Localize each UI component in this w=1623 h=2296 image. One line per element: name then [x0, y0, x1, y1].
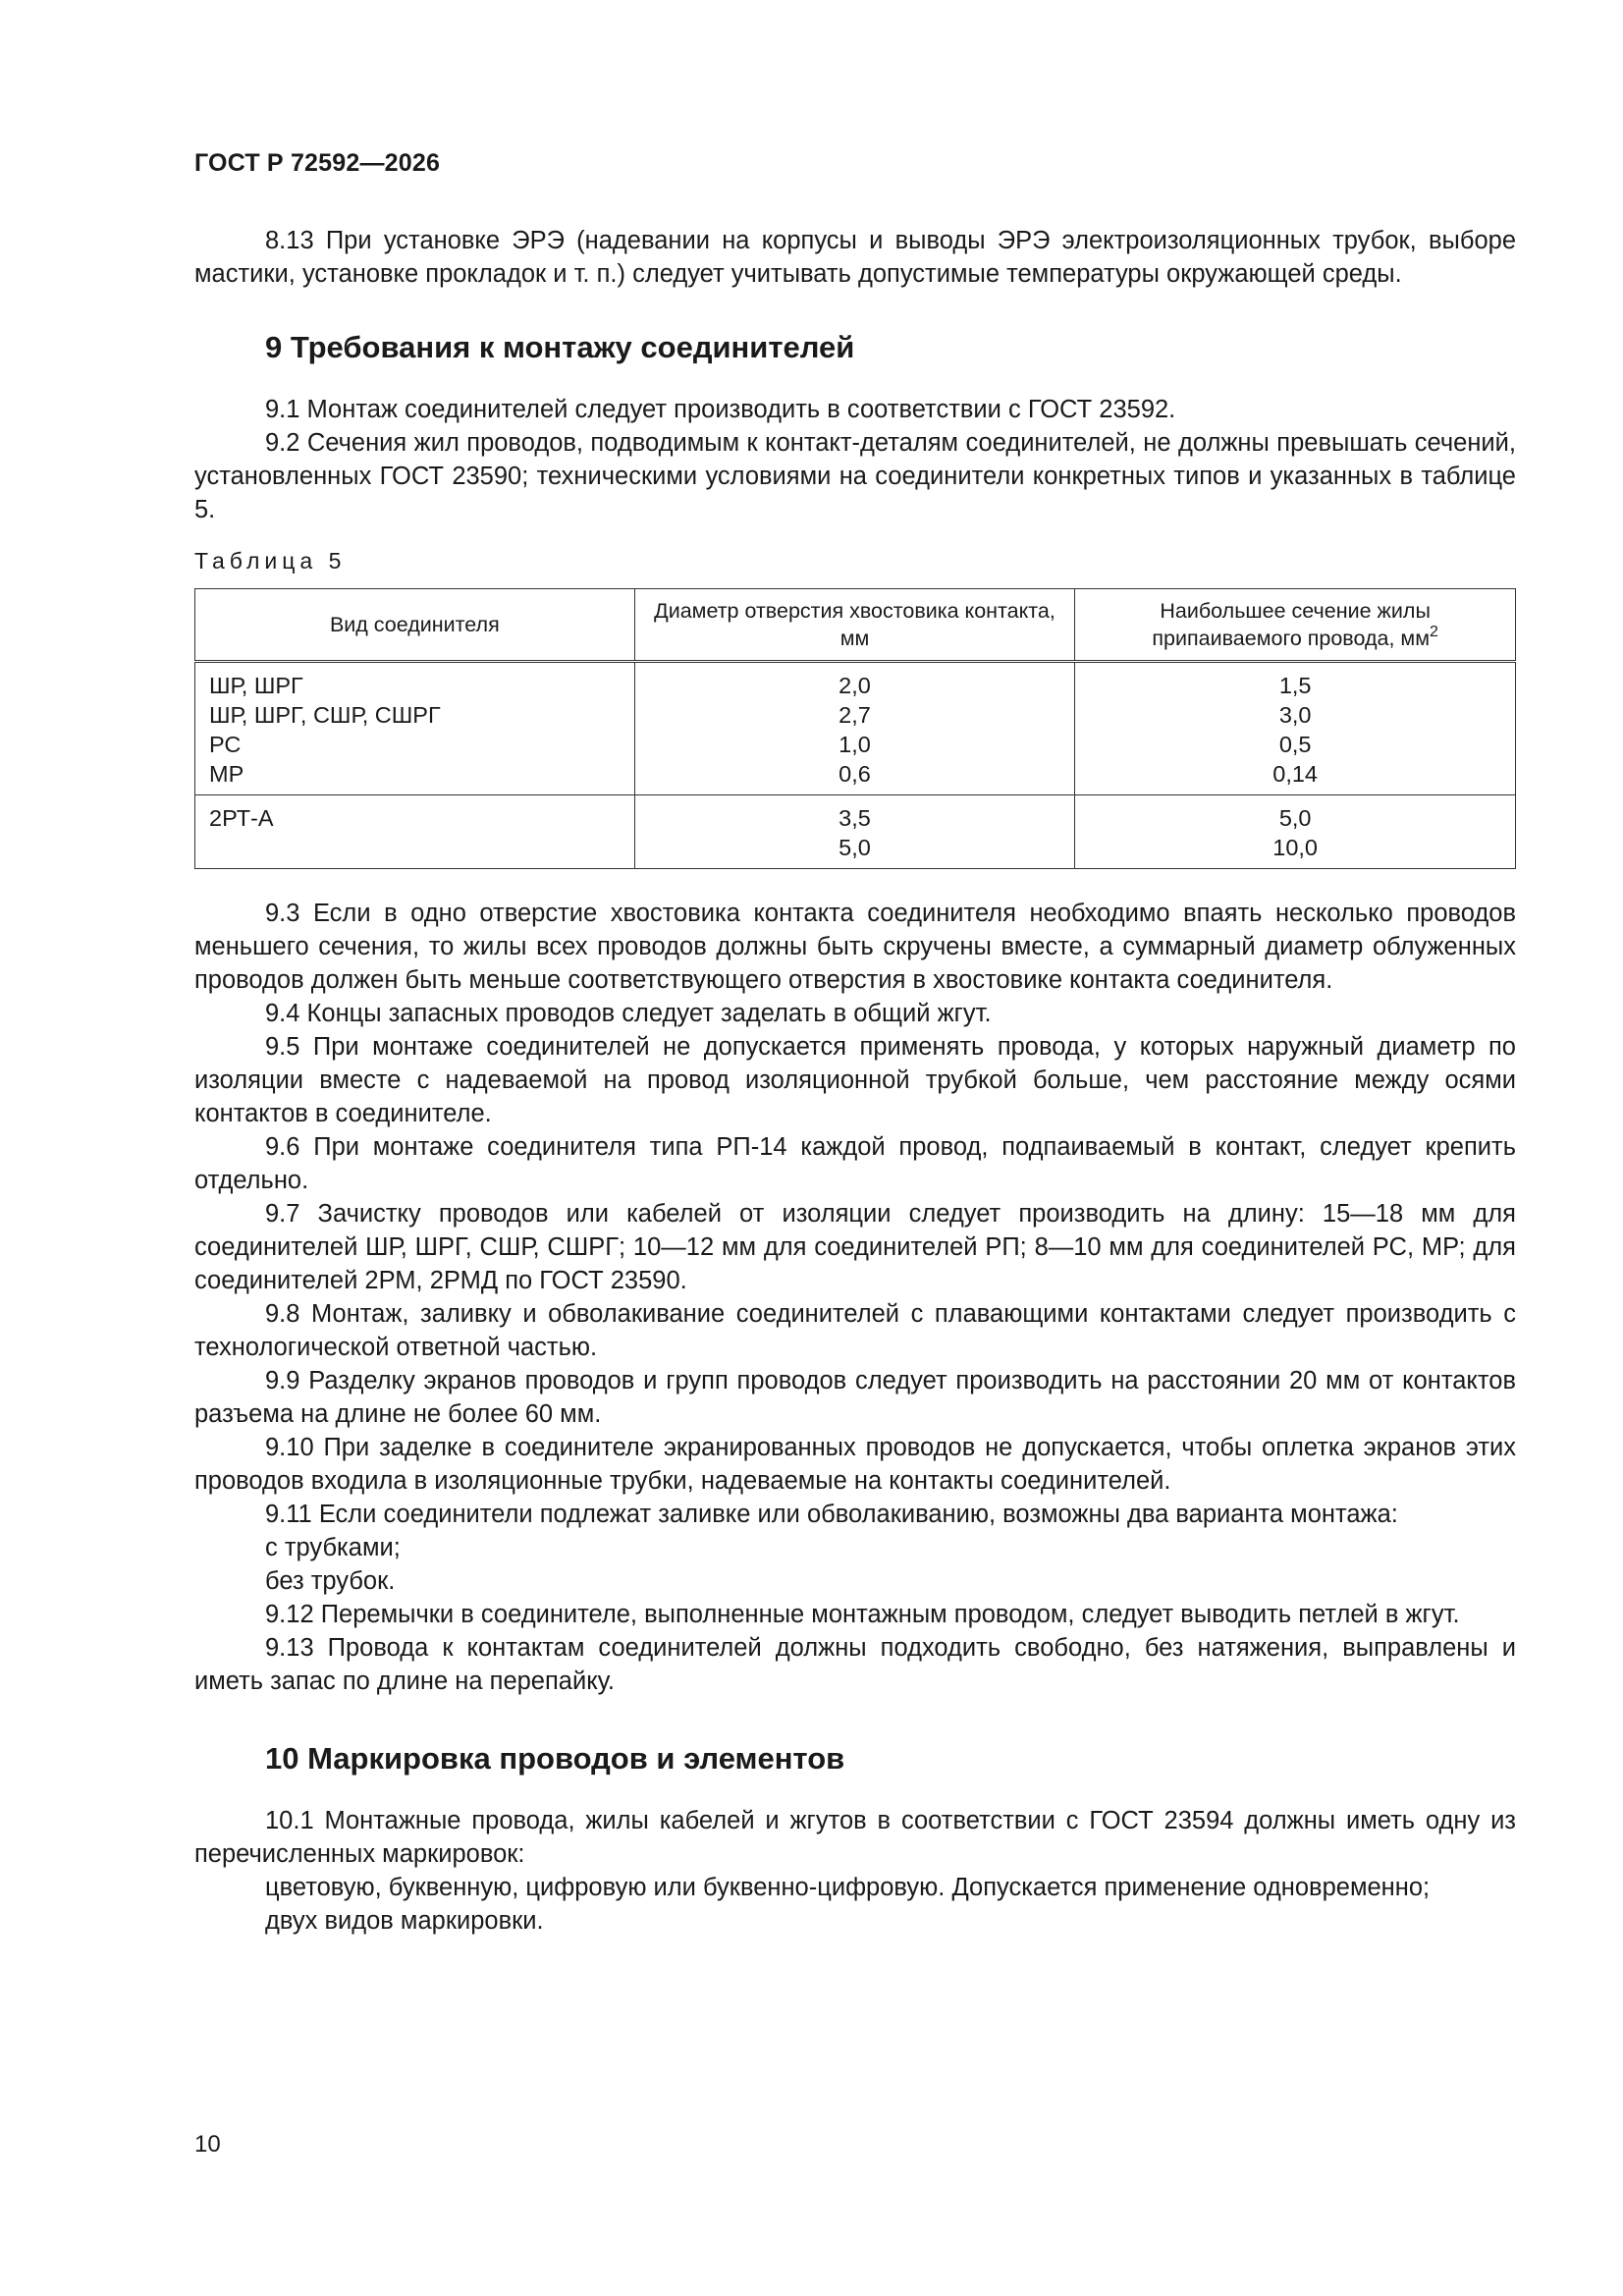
page-content [194, 224, 1516, 1938]
connector-type: ШР, ШРГ [209, 673, 303, 698]
diameter-value: 1,0 [839, 732, 871, 757]
table-row [195, 662, 1516, 795]
section-value: 5,0 [1278, 805, 1312, 831]
paragraph-9-3: 9.3 Если в одно отверстие хвостовика контакта соединителя необходимо впаять несколько проводов меньшего сечения, то жилы всех проводов должны быть скручены вместе, а суммарный диаметр облуженных проводов должен быть меньше соответствующего отверстия в хвостовике контакта соединителя. [194, 900, 1516, 994]
paragraph-9-9: 9.9 Разделку экранов проводов и групп проводов следует производить на расстоянии 20 мм от контактов разъема на длине не более 60 мм. [194, 1367, 1516, 1428]
paragraph-10-1: 10.1 Монтажные провода, жилы кабелей и жгутов в соответствии с ГОСТ 23594 должны иметь одну из перечисленных маркировок: [194, 1807, 1516, 1868]
page-number: 10 [194, 2131, 221, 2158]
diameters-cell [634, 795, 1075, 869]
section-value: 10,0 [1272, 835, 1319, 860]
paragraph-9-10: 9.10 При заделке в соединителе экранированных проводов не допускается, чтобы оплетка экранов этих проводов входила в изоляционные трубки, надеваемые на контакты соединителей. [194, 1434, 1516, 1495]
sections-cell [1075, 795, 1516, 869]
section-10-title: 10 Маркировка проводов и элементов [265, 1741, 845, 1776]
connector-type: ШР, ШРГ, СШР, СШРГ [209, 702, 441, 728]
table-row [195, 795, 1516, 869]
connector-type: МР [209, 761, 244, 787]
connector-types-cell [195, 662, 635, 795]
paragraph-9-8: 9.8 Монтаж, заливку и обволакивание соединителей с плавающими контактами следует производить с технологической ответной частью. [194, 1300, 1516, 1361]
header-connector-type: Вид соединителя [195, 589, 635, 662]
paragraph-10-1-item-1: цветовую, буквенную, цифровую или буквенно-цифровую. Допускается применение одновременно; [265, 1874, 1431, 1901]
diameter-value: 2,7 [839, 702, 871, 728]
connector-type: РС [209, 732, 242, 757]
section-value: 0,14 [1272, 761, 1319, 787]
section-value: 1,5 [1278, 673, 1312, 698]
paragraph-9-13: 9.13 Провода к контактам соединителей должны подходить свободно, без натяжения, выправлены и иметь запас по длине на перепайку. [194, 1634, 1516, 1695]
standard-header: ГОСТ Р 72592—2026 [194, 149, 441, 177]
diameter-value: 2,0 [839, 673, 871, 698]
paragraph-9-11: 9.11 Если соединители подлежат заливке или обволакиванию, возможны два варианта монтажа: [265, 1501, 1398, 1528]
section-9-title: 9 Требования к монтажу соединителей [265, 330, 855, 364]
section-value: 3,0 [1278, 702, 1312, 728]
table-spacer [194, 869, 1516, 897]
header-max-section [1075, 589, 1516, 662]
connector-type: 2РТ-А [209, 805, 274, 831]
table-header-row [195, 589, 1516, 662]
table-caption: Таблица 5 [194, 548, 347, 574]
connector-types-cell [195, 795, 635, 869]
paragraph-9-12: 9.12 Перемычки в соединителе, выполненные монтажным проводом, следует выводить петлей в жгут. [265, 1601, 1460, 1628]
paragraph-9-4: 9.4 Концы запасных проводов следует заделать в общий жгут. [265, 1000, 992, 1027]
paragraph-9-1: 9.1 Монтаж соединителей следует производить в соответствии с ГОСТ 23592. [265, 396, 1176, 423]
paragraph-9-5: 9.5 При монтаже соединителей не допускается применять провода, у которых наружный диаметр по изоляции вместе с надеваемой на провод изоляционной трубкой больше, чем расстояние между осями контактов в соединителе. [194, 1033, 1516, 1127]
header-hole-diameter: Диаметр отверстия хвостовика контакта, мм [634, 589, 1075, 662]
paragraph-10-1-item-2: двух видов маркировки. [265, 1907, 544, 1935]
section-value: 0,5 [1278, 732, 1312, 757]
paragraph-9-11-option-a: с трубками; [265, 1534, 401, 1561]
header-max-section-text: Наибольшее сечение жилы припаиваемого провода, мм [1152, 599, 1431, 650]
diameter-value: 5,0 [839, 835, 871, 860]
diameter-value: 0,6 [839, 761, 871, 787]
diameters-cell [634, 662, 1075, 795]
sections-cell [1075, 662, 1516, 795]
paragraph-9-6: 9.6 При монтаже соединителя типа РП-14 каждой провод, подпаиваемый в контакт, следует крепить отдельно. [194, 1133, 1516, 1194]
diameter-value: 3,5 [839, 805, 871, 831]
header-max-section-superscript: 2 [1429, 624, 1438, 640]
paragraph-9-7: 9.7 Зачистку проводов или кабелей от изоляции следует производить на длину: 15—18 мм для соединителей ШР, ШРГ, СШР, СШРГ; 10—12 мм для соединителей РП; 8—10 мм для соединителей РС, МР; для соединителей 2РМ, 2РМД по ГОСТ 23590. [194, 1200, 1516, 1294]
paragraph-9-11-option-b: без трубок. [265, 1567, 396, 1595]
paragraph-9-2: 9.2 Сечения жил проводов, подводимым к контакт-деталям соединителей, не должны превышать сечений, установленных ГОСТ 23590; техническими условиями на соединители конкретных типов и указанных в таблице 5. [194, 429, 1516, 523]
paragraph-8-13: 8.13 При установке ЭРЭ (надевании на корпусы и выводы ЭРЭ электроизоляционных трубок, выборе мастики, установке прокладок и т. п.) следует учитывать допустимые температуры окружающей среды. [194, 227, 1516, 288]
table-5 [194, 588, 1516, 869]
